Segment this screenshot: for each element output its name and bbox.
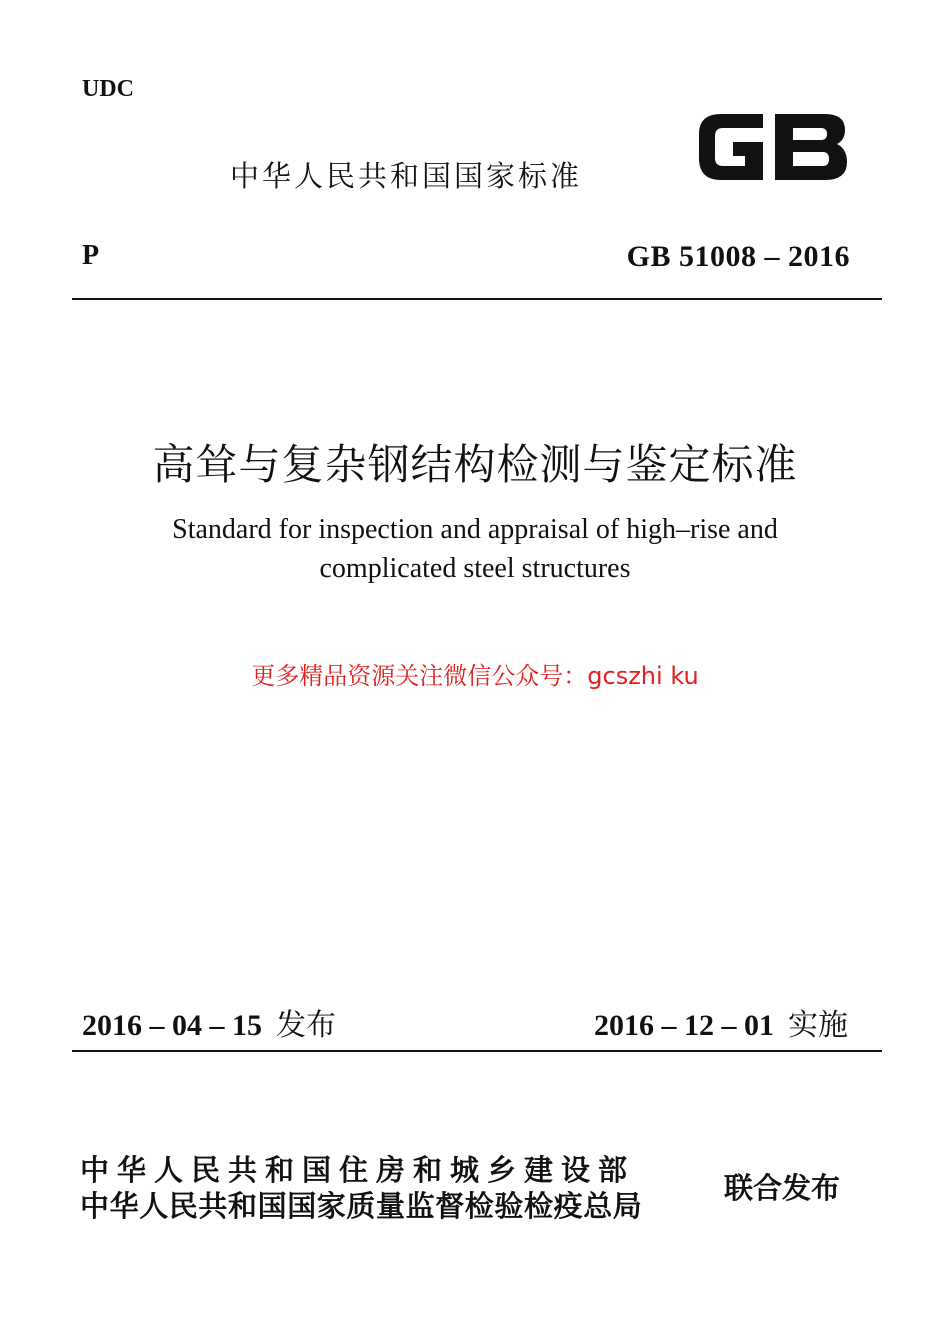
classification-code: P — [82, 240, 100, 271]
effective-date-block — [594, 1000, 848, 1044]
gb-logo — [693, 104, 851, 188]
issuer-aqsiq: 中华人民共和国国家质量监督检验检疫总局 — [80, 1189, 643, 1223]
issue-date: 2016 – 04 – 15 — [82, 1009, 262, 1042]
title-english-line1: Standard for inspection and appraisal of high–rise and — [172, 514, 778, 545]
joint-issue-label: 联合发布 — [724, 1171, 841, 1205]
promo-text: 更多精品资源关注微信公众号：gcszhi ku — [251, 662, 699, 690]
header-divider — [72, 298, 882, 300]
issue-label: 发布 — [276, 1008, 336, 1043]
udc-label: UDC — [82, 76, 134, 102]
title-english-line2: complicated steel structures — [319, 553, 631, 584]
title-english — [0, 510, 950, 588]
issuer-ministry: 中华人民共和国住房和城乡建设部 — [80, 1153, 636, 1187]
effective-label: 实施 — [788, 1008, 848, 1043]
effective-date: 2016 – 12 – 01 — [594, 1009, 774, 1042]
standard-number: GB 51008 – 2016 — [626, 240, 850, 273]
title-chinese: 高耸与复杂钢结构检测与鉴定标准 — [152, 440, 798, 489]
issue-date-block — [82, 1000, 336, 1044]
national-standard-heading: 中华人民共和国国家标准 — [230, 159, 583, 193]
gb-logo-text: GB — [693, 104, 695, 105]
date-divider — [72, 1050, 882, 1052]
